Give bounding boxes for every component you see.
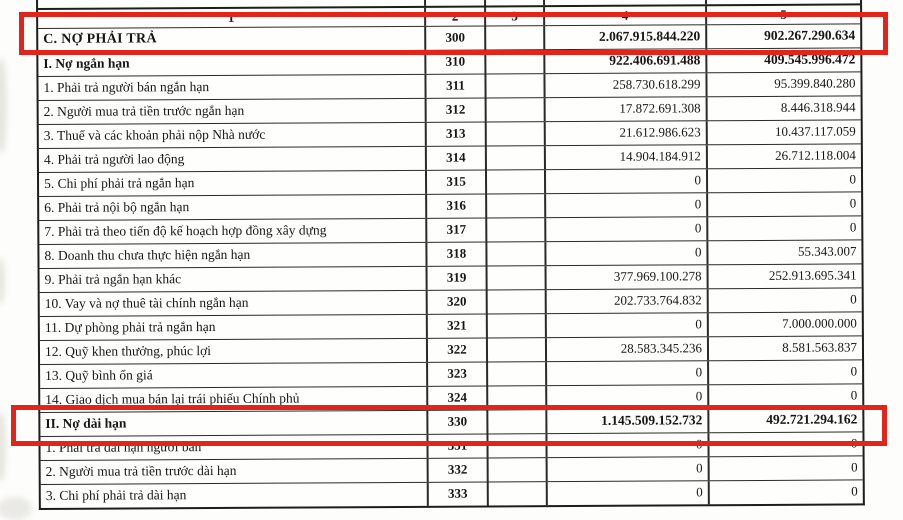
partial-cell [543, 0, 705, 5]
row-code: 331 [426, 434, 486, 457]
row-note [485, 122, 544, 145]
row-value-col5: 409.545.996.472 [705, 48, 860, 72]
partial-cell [424, 0, 484, 6]
row-label: I. Nợ ngắn hạn [43, 55, 130, 71]
table-row [38, 71, 860, 100]
scan-smudge [0, 497, 32, 520]
row-note [486, 338, 545, 361]
row-label: 10. Vay và nợ thuê tài chính ngắn hạn [44, 294, 249, 311]
row-code: 317 [425, 218, 485, 241]
row-note [485, 218, 544, 241]
row-label: 6. Phải trả nội bộ ngắn hạn [44, 199, 190, 215]
row-note [485, 194, 544, 217]
row-note [485, 242, 544, 265]
row-code: 310 [424, 50, 484, 73]
row-value-col4: 17.872.691.308 [544, 97, 706, 121]
row-value-col4: 258.730.618.299 [543, 73, 705, 97]
row-value-col4: 0 [544, 193, 706, 217]
table-row [39, 119, 861, 148]
row-label: 8. Doanh thu chưa thực hiện ngắn hạn [44, 246, 251, 263]
row-value-col4: 0 [546, 481, 708, 505]
table-row [39, 215, 861, 244]
row-code: 333 [427, 482, 487, 505]
row-code: 321 [426, 314, 486, 337]
row-code: 300 [424, 26, 484, 49]
row-note [487, 458, 546, 481]
row-value-col5: 0 [706, 216, 861, 240]
row-value-col4: 0 [545, 433, 707, 457]
row-code: 318 [425, 242, 485, 265]
row-value-col5: 0 [708, 480, 863, 504]
row-code: 312 [425, 98, 485, 121]
row-label: 14. Giao dịch mua bán lại trái phiếu Chính phủ [45, 390, 300, 407]
row-value-col5: 492.721.294.162 [707, 408, 862, 432]
row-value-col4: 2.067.915.844.220 [543, 25, 705, 49]
row-value-col4: 0 [544, 169, 706, 193]
table-row [39, 167, 861, 196]
row-value-col4: 21.612.986.623 [544, 121, 706, 145]
row-label: 1. Phải trả người bán ngắn hạn [43, 79, 210, 95]
row-value-col4: 0 [544, 241, 706, 265]
row-code: 322 [426, 338, 486, 361]
row-value-col5: 8.581.563.837 [707, 336, 862, 360]
scan-smudge [0, 58, 7, 153]
row-code: 316 [425, 194, 485, 217]
table-row [39, 191, 861, 220]
row-note [487, 482, 546, 505]
row-value-col5: 0 [707, 288, 862, 312]
row-label: 2. Người mua trả tiền trước dài hạn [45, 462, 237, 479]
row-code: 324 [426, 386, 486, 409]
row-code: 313 [425, 122, 485, 145]
row-label: 12. Quỹ khen thưởng, phúc lợi [44, 343, 211, 359]
row-label: 7. Phải trả theo tiến độ kế hoạch hợp đồng xây dựng [44, 222, 327, 239]
column-index-4: 4 [543, 6, 705, 25]
row-note [486, 314, 545, 337]
row-label: 2. Người mua trả tiền trước ngắn hạn [43, 102, 245, 119]
row-label: 11. Dự phòng phải trả ngắn hạn [44, 319, 216, 335]
row-note [486, 266, 545, 289]
table-row [39, 143, 861, 172]
column-index-2: 2 [424, 7, 484, 25]
row-note [486, 290, 545, 313]
row-code: 319 [426, 266, 486, 289]
note-header-dots [484, 0, 543, 5]
row-label: 9. Phải trả ngắn hạn khác [44, 271, 182, 287]
row-value-col5: 10.437.117.059 [706, 120, 861, 144]
row-value-col5: 0 [707, 384, 862, 408]
row-label: 3. Thuế và các khoản phải nộp Nhà nước [43, 126, 266, 143]
row-value-col4: 0 [544, 217, 706, 241]
row-value-col4: 922.406.691.488 [543, 49, 705, 73]
row-label: 1. Phải trả dài hạn người bán [45, 439, 202, 455]
row-code: 332 [427, 458, 487, 481]
row-value-col4: 0 [546, 457, 708, 481]
row-label: 3. Chi phí phải trả dài hạn [45, 487, 187, 503]
table-row [41, 479, 863, 508]
row-note [484, 74, 543, 97]
row-code: 314 [425, 146, 485, 169]
row-value-col4: 1.145.509.152.732 [545, 409, 707, 433]
row-value-col4: 0 [545, 361, 707, 385]
row-value-col5: 0 [706, 168, 861, 192]
highlight-box-total-liabilities [19, 12, 888, 55]
row-note [485, 146, 544, 169]
table-row [40, 287, 862, 316]
row-value-col4: 377.969.100.278 [545, 265, 707, 289]
row-code: 311 [424, 74, 484, 97]
row-value-col4: 14.904.184.912 [544, 145, 706, 169]
table-row [40, 359, 862, 388]
column-index-5: 5 [705, 5, 860, 24]
table-row [39, 95, 861, 124]
row-label: 5. Chi phí phải trả ngắn hạn [44, 175, 195, 191]
row-value-col5: 252.913.695.341 [707, 264, 862, 288]
scan-smudge [0, 258, 5, 304]
row-label: II. Nợ dài hạn [45, 415, 127, 431]
table-row [41, 455, 863, 484]
column-index-3: 3 [484, 7, 543, 25]
row-value-col5: 55.343.007 [706, 240, 861, 264]
row-value-col5: 0 [707, 360, 862, 384]
table-row [40, 335, 862, 364]
row-value-col5: 0 [707, 432, 862, 456]
table-row [39, 239, 861, 268]
row-code: 330 [426, 410, 486, 433]
highlight-box-long-term-liabilities [11, 405, 887, 446]
scan-smudge [0, 412, 6, 482]
row-value-col4: 0 [545, 385, 707, 409]
row-value-col4: 202.733.764.832 [545, 289, 707, 313]
row-value-col5: 8.446.318.944 [706, 96, 861, 120]
table-row [40, 311, 862, 340]
row-value-col5: 0 [706, 192, 861, 216]
row-value-col5: 26.712.118.004 [706, 144, 861, 168]
row-code: 320 [426, 290, 486, 313]
row-value-col5: 7.000.000.000 [707, 312, 862, 336]
row-value-col4: 0 [545, 313, 707, 337]
row-note [485, 170, 544, 193]
row-note [486, 362, 545, 385]
row-value-col5: 0 [708, 456, 863, 480]
column-index-1: 1 [227, 9, 235, 25]
row-code: 315 [425, 170, 485, 193]
row-label: 4. Phải trả người lao động [43, 151, 185, 167]
row-note [485, 98, 544, 121]
row-code: 323 [426, 362, 486, 385]
row-label: 13. Quỹ bình ổn giá [45, 367, 153, 383]
row-label: C. NỢ PHẢI TRẢ [43, 31, 157, 47]
row-value-col5: 902.267.290.634 [705, 24, 860, 48]
table-row [40, 263, 862, 292]
row-value-col5: 95.399.840.280 [705, 72, 860, 96]
row-value-col4: 28.583.345.236 [545, 337, 707, 361]
